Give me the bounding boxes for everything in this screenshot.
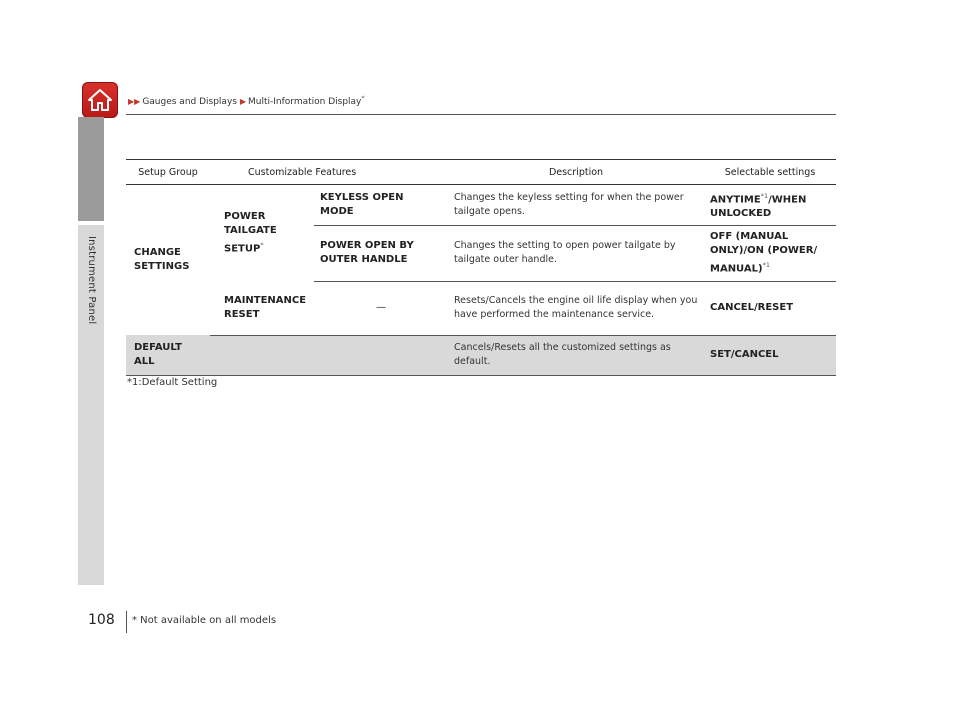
settings-cell: SET/CANCEL	[704, 335, 836, 375]
feature-cell: POWER TAILGATE SETUP*	[224, 210, 277, 255]
breadcrumb-arrow-icon: ▶▶	[128, 97, 141, 106]
page-number: 108	[88, 612, 115, 628]
table-header-row	[126, 160, 836, 185]
settings-cell: OFF (MANUAL ONLY)/ON (POWER/ MANUAL)$^{*1}$	[704, 226, 836, 281]
table-row	[126, 185, 836, 226]
setup-group-cell: DEFAULT ALL	[126, 335, 210, 375]
footnote: *1:Default Setting	[127, 377, 218, 388]
header-setup-group: Setup Group	[126, 160, 210, 185]
setup-group-cell: CHANGE SETTINGS	[134, 247, 190, 273]
sub-feature-cell: —	[314, 281, 448, 335]
header-description: Description	[448, 160, 704, 185]
settings-cell: CANCEL/RESET	[704, 281, 836, 335]
header-customizable-features: Customizable Features	[210, 160, 448, 185]
settings-cell: ANYTIME$^{*1}$/WHEN UNLOCKED	[704, 185, 836, 226]
home-button[interactable]	[82, 82, 118, 118]
table-row	[126, 281, 836, 335]
header-rule	[126, 114, 836, 115]
description-cell: Cancels/Resets all the customized settings as default.	[448, 335, 704, 375]
description-cell: Changes the keyless setting for when the power tailgate opens.	[448, 185, 704, 226]
feature-cell: MAINTENANCE RESET	[210, 281, 314, 335]
sub-feature-cell: KEYLESS OPEN MODE	[314, 185, 448, 226]
description-cell: Changes the setting to open power tailgate by tailgate outer handle.	[448, 226, 704, 281]
sidebar-tab-top	[78, 117, 104, 221]
settings-table	[126, 159, 836, 376]
sub-feature-cell: POWER OPEN BY OUTER HANDLE	[314, 226, 448, 281]
breadcrumb-item[interactable]: Multi-Information Display	[248, 97, 362, 107]
footnote-star: *	[361, 94, 365, 102]
breadcrumb	[128, 94, 365, 107]
breadcrumb-item[interactable]: Gauges and Displays	[142, 97, 237, 107]
feature-cell	[210, 335, 448, 375]
availability-note: * Not available on all models	[132, 615, 277, 626]
header-selectable-settings: Selectable settings	[704, 160, 836, 185]
table-row	[126, 335, 836, 375]
breadcrumb-arrow-icon: ▶	[239, 97, 246, 106]
sidebar-label: Instrument Panel	[86, 236, 97, 325]
description-cell: Resets/Cancels the engine oil life display when you have performed the maintenance service.	[448, 281, 704, 335]
divider	[126, 611, 127, 633]
home-icon	[87, 88, 113, 112]
